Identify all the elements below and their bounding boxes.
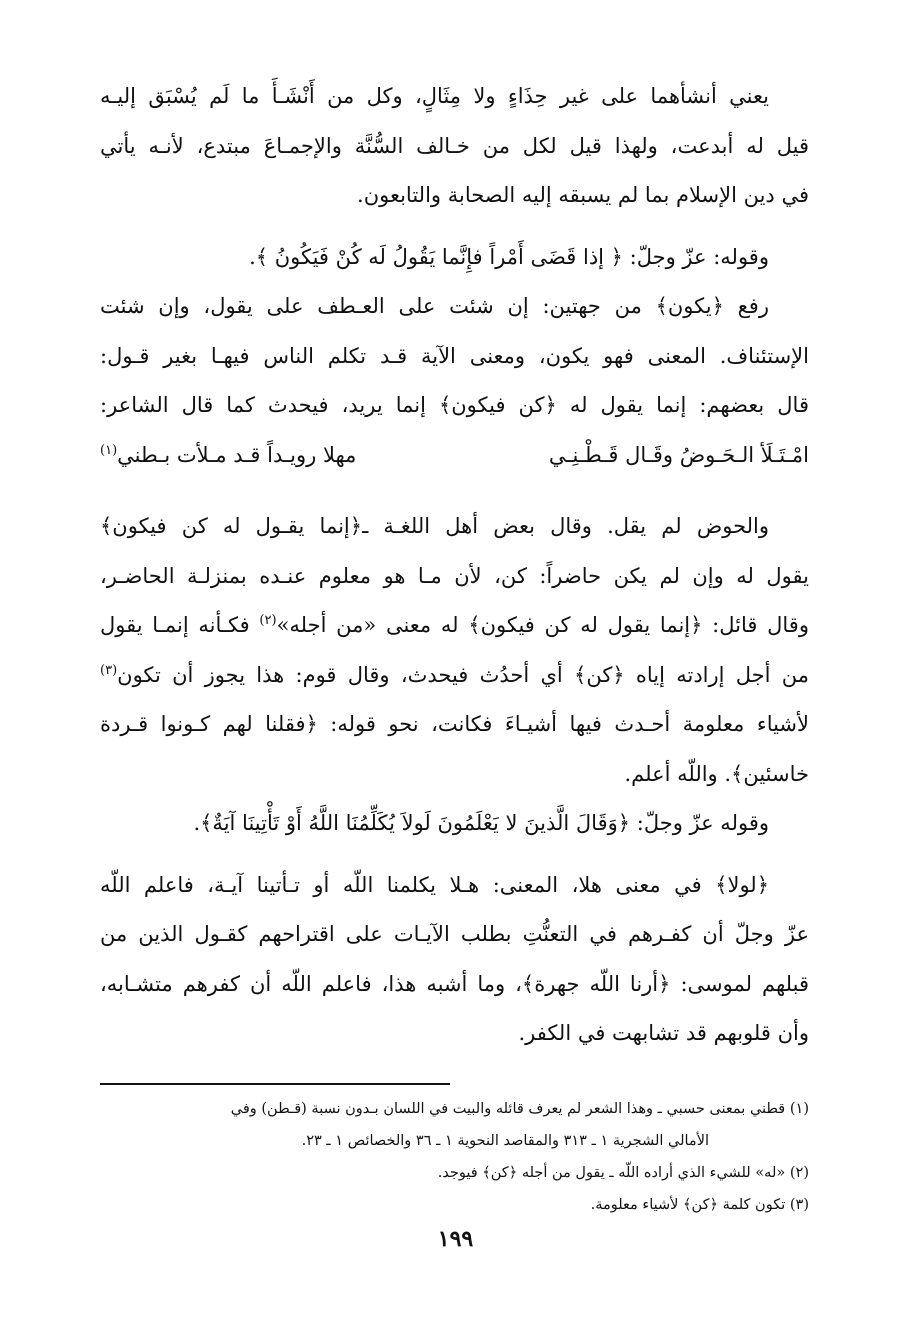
text-line: لأشياء معلومة أحـدث فيها أشيـاءَ فكانت، نحو قوله: ﴿فقلنا لهم كـونوا قـردة [100, 712, 809, 736]
paragraph-3 [100, 282, 809, 431]
page-number: ١٩٩ [437, 1226, 474, 1252]
footnote-1 [100, 1093, 809, 1125]
text-segment: من أجل إرادته إياه ﴿كن﴾ أي أحدُث فيحدث، وقال قوم: هذا يجوز أن تكون [117, 662, 809, 687]
footnotes [100, 1093, 809, 1221]
text-line: والحوض لم يقل. وقال بعض أهل اللغـة ـ﴿إنما يقـول له كن فيكون﴾ [100, 514, 769, 538]
verse-first-half: امْـتَـلَأ الـحَـوضُ وقَـال قَـطْـنِـي [548, 442, 809, 467]
poetry-verse [100, 431, 809, 481]
text-line: وقوله: عزّ وجلّ: ﴿ إذا قَضَى أَمْراً فإِنَّما يَقُولُ لَه كُنْ فَيَكُونُ ﴾. [249, 244, 769, 269]
footnote-divider [100, 1083, 450, 1085]
footnote-ref-3: (٣) [100, 662, 118, 678]
text-line: قيل له أبدعت، ولهذا قيل لكل من خـالف السُّنَّة والإجمـاعَ مبتدع، لأنـه يأتي [100, 133, 809, 158]
footnote-2 [100, 1157, 809, 1189]
text-line: وقوله عزّ وجلّ: ﴿وَقَالَ الَّذينَ لا يَعْلَمُونَ لَولاَ يُكَلِّمُنَا اللَّهُ أَوْ تَأْتِينَا آيَةٌ﴾. [193, 811, 769, 835]
paragraph-4 [100, 502, 809, 799]
text-line: عزّ وجلّ أن كفـرهم في التعنُّتِ بطلب الآيـات على اقتراحهم كقـول الذين من [100, 922, 809, 946]
footnote-3 [100, 1189, 809, 1221]
footnote-1-continued: الأمالي الشجرية ١ ـ ٣١٣ والمقاصد النحوية ١ ـ ٣٦ والخصائص ١ ـ ٢٣. [301, 1132, 709, 1149]
footnote-number: (٣) [789, 1196, 809, 1213]
text-line: قال بعضهم: إنما يقول له ﴿كن فيكون﴾ إنما يريد، فيحدث كما قال الشاعر: [100, 393, 809, 417]
footnote-ref-1: (١) [100, 442, 118, 458]
footnote-text: قطني بمعنى حسبي ـ وهذا الشعر لم يعرف قائله والبيت في اللسان بـدون نسبة (قـطن) وفي [230, 1100, 786, 1117]
text-segment: فكـأنه إنمـا يقول [100, 613, 250, 637]
text-line: قبلهم لموسى: ﴿أرنا اللّه جهرة﴾، وما أشبه هذا، فاعلم اللّه أن كفرهم متشـابه، [100, 971, 809, 996]
footnote-number: (١) [789, 1100, 809, 1117]
verse-second-half-wrap [100, 431, 356, 481]
paragraph-1 [100, 72, 809, 221]
text-line: ﴿لولا﴾ في معنى هلا، المعنى: هـلا يكلمنا اللّه أو تـأتينا آيـة، فاعلم اللّه [100, 872, 769, 897]
text-line [100, 651, 809, 701]
text-line: الإستئناف. المعنى فهو يكون، ومعنى الآية قـد تكلم الناس فيهـا بغير قـول: [100, 343, 809, 368]
paragraph-6 [100, 861, 809, 1059]
text-line: وأن قلوبهم قد تشابهت في الكفر. [518, 1021, 809, 1045]
text-line: في دين الإسلام بما لم يسبقه إليه الصحابة والتابعون. [357, 183, 809, 207]
footnote-number: (٢) [789, 1164, 809, 1181]
text-line: خاسئين﴾. واللّه أعلم. [624, 761, 809, 786]
text-line: يعني أنشأهما على غير حِذَاءٍ ولا مِثَالٍ، وكل من أَنْشَـأَ ما لَم يُسْبَق إليـه [100, 84, 769, 108]
footnote-text: «له» للشيء الذي أراده اللّه ـ يقول من أجله ﴿كن﴾ فيوجد. [437, 1164, 786, 1181]
text-line: يقول له وإن لم يكن حاضراً: كن، لأن مـا هو معلوم عنـده بمنزلـة الحاضـر، [100, 563, 809, 588]
paragraph-2 [100, 233, 809, 283]
text-line [100, 601, 809, 651]
text-line: رفع ﴿يكون﴾ من جهتين: إن شئت على العـطف على يقول، وإن شئت [100, 294, 769, 318]
footnote-ref-2: (٢) [259, 613, 277, 628]
footnote-text: تكون كلمة ﴿كن﴾ لأشياء معلومة. [590, 1196, 786, 1213]
paragraph-5 [100, 799, 809, 849]
verse-second-half: مهلا رويـداً قـد مـلأت بـطني [117, 442, 357, 467]
text-segment: وقال قائل: ﴿إنما يقول له كن فيكون﴾ له معنى «من أجله» [276, 613, 809, 637]
